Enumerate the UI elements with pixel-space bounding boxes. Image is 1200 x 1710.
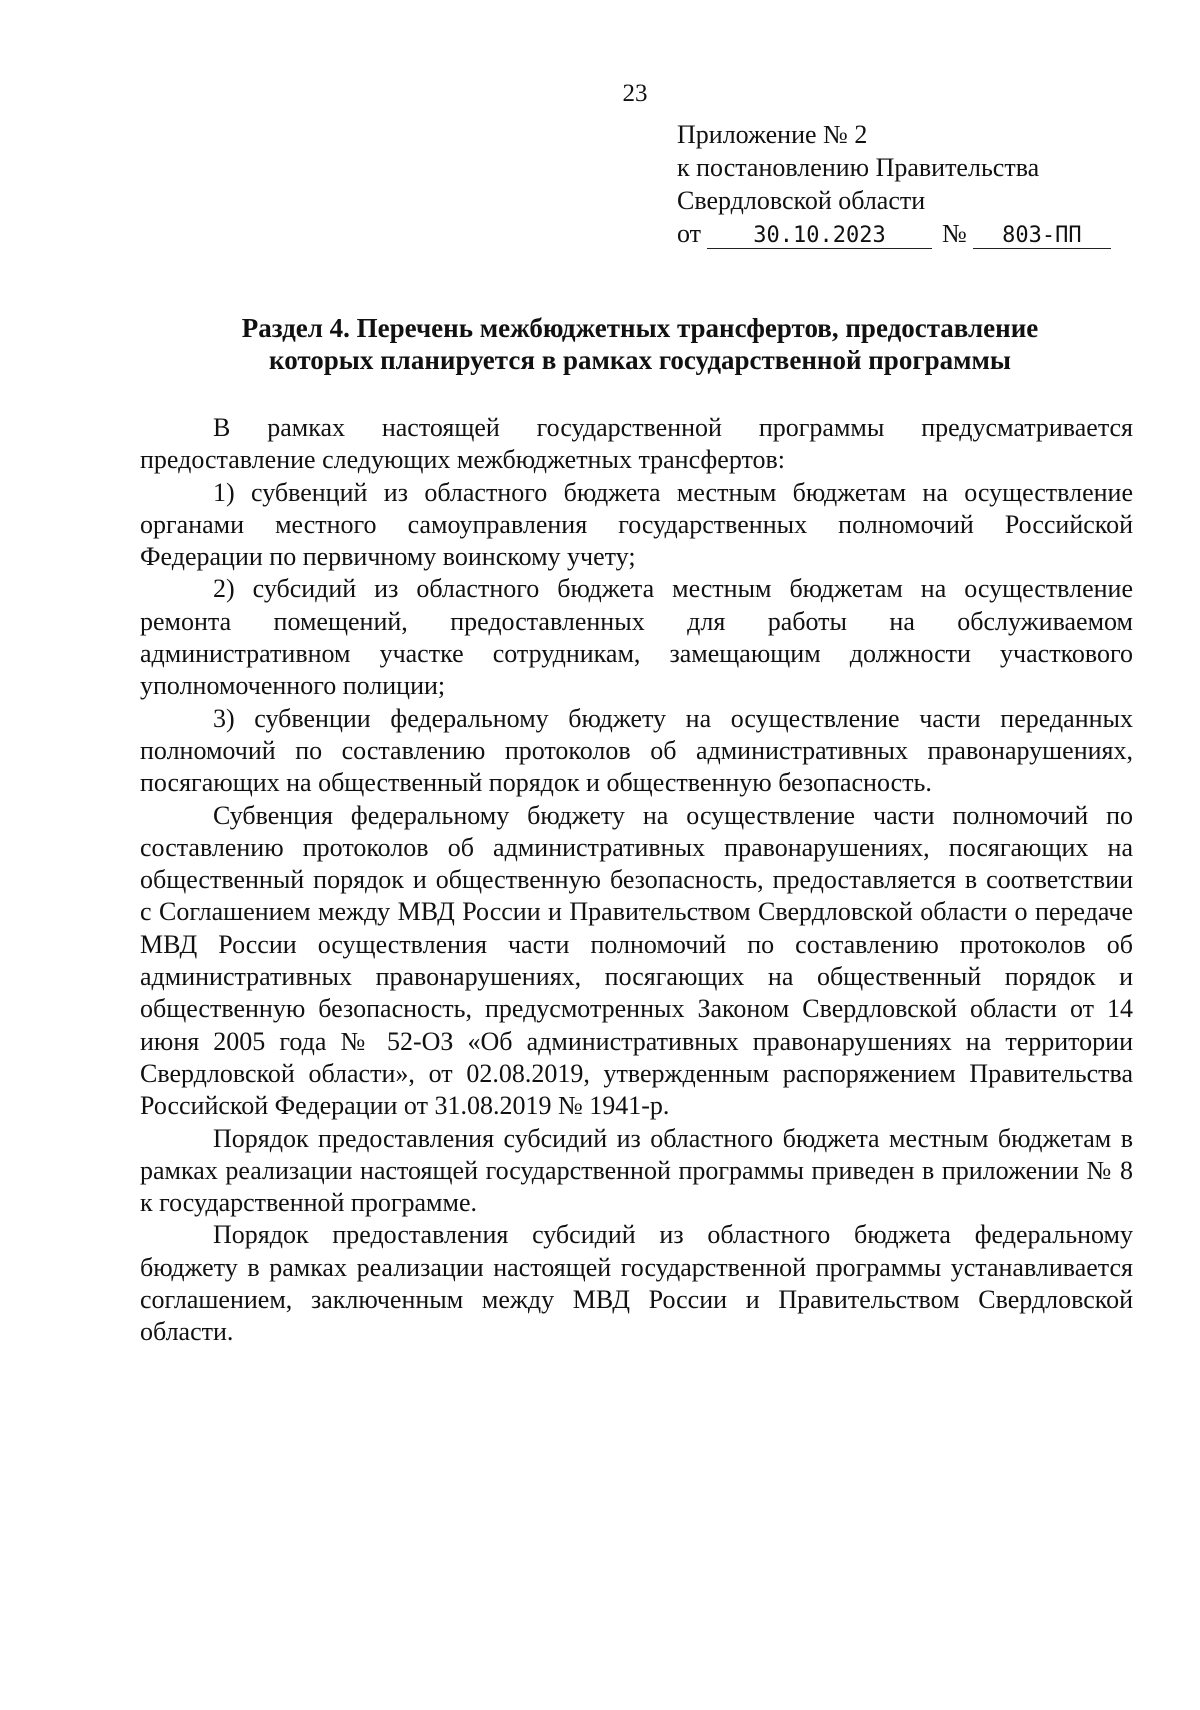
paragraph-local-subsidies: Порядок предоставления субсидий из областного бюджета местным бюджетам в рамках реализации настоящей государственной программы приведен в приложении № 8 к государственной программе. <box>140 1123 1133 1218</box>
paragraph-subvention: Субвенция федеральному бюджету на осуществление части полномочий по составлению протоколов об административных правонарушениях, посягающих на общественный порядок и общественную безопасность, предоставляется в соответствии с Соглашением между МВД России и Правительством Свердловской области о передаче МВД России осуществления части полномочий по составлению протоколов об административных правонарушениях, посягающих на общественный порядок и общественную безопасность, предусмотренных Законом Свердловской области от 14 июня 2005 года № 52-ОЗ «Об административных правонарушениях на территории Свердловской области», от 02.08.2019, утвержденным распоряжением Правительства Российской Федерации от 31.08.2019 № 1941-р. <box>140 800 1133 1121</box>
appendix-date-number-line <box>677 217 1111 250</box>
body-text <box>140 412 1133 1349</box>
paragraph-item-3: 3) субвенции федеральному бюджету на осуществление части переданных полномочий по составлению протоколов об административных правонарушениях, посягающих на общественный порядок и общественную безопасность. <box>140 703 1133 798</box>
appendix-header <box>677 118 1111 250</box>
paragraph-federal-subsidies: Порядок предоставления субсидий из областного бюджета федеральному бюджету в рамках реализации настоящей государственной программы устанавливается соглашением, заключенным между МВД России и Правительством Свердловской области. <box>140 1220 1133 1347</box>
paragraph-item-2: 2) субсидий из областного бюджета местным бюджетам на осуществление ремонта помещений, предоставленных для работы на обслуживаемом административном участке сотрудникам, замещающим должности участкового уполномоченного полиции; <box>140 574 1133 701</box>
paragraph-item-1: 1) субвенций из областного бюджета местным бюджетам на осуществление органами местного самоуправления государственных полномочий Российской Федерации по первичному воинскому учету; <box>140 477 1133 572</box>
paragraph-intro: В рамках настоящей государственной программы предусматривается предоставление следующих межбюджетных трансфертов: <box>140 413 1133 475</box>
section-title <box>140 312 1140 376</box>
decree-date: 30.10.2023 <box>707 224 932 249</box>
appendix-reference: к постановлению Правительства <box>677 153 1040 182</box>
appendix-region: Свердловской области <box>677 186 926 215</box>
number-prefix: № <box>942 219 967 248</box>
section-title-line-2: которых планируется в рамках государственной программы <box>269 345 1011 375</box>
date-prefix: от <box>677 219 702 248</box>
appendix-number: Приложение № 2 <box>677 120 868 149</box>
decree-number: 803-ПП <box>973 224 1111 249</box>
page-number: 23 <box>622 80 648 107</box>
section-title-line-1: Раздел 4. Перечень межбюджетных трансфертов, предоставление <box>241 313 1039 343</box>
